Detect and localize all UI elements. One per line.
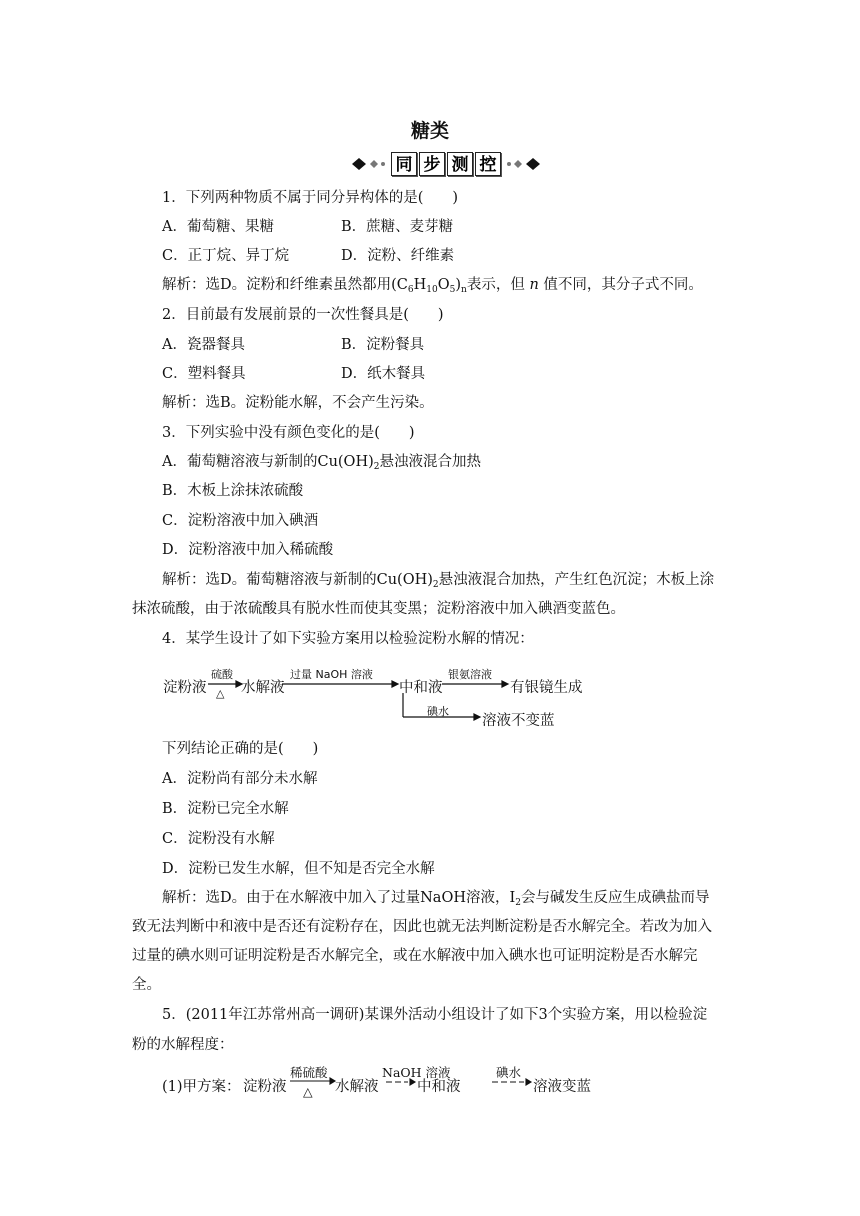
q1-analysis: 解析：选D。淀粉和纤维素虽然都用$(C_6H_{10}O_5)_n$表示，但 n 值不同，其分子式不同。 bbox=[162, 277, 703, 295]
banner-char: 同 bbox=[391, 152, 417, 176]
scheme-start: 淀粉液 bbox=[243, 1079, 287, 1095]
q2-option-b: B．淀粉餐具 bbox=[341, 337, 425, 353]
question-3-stem: 3．下列实验中没有颜色变化的是( ) bbox=[162, 425, 415, 441]
q4-analysis-line-3: 过量的碘水则可证明淀粉是否水解完全，或在水解液中加入碘水也可证明淀粉是否水解完 bbox=[132, 948, 698, 964]
flow-reagent-4: 碘水 bbox=[427, 705, 449, 718]
scheme-reagent-1: 稀硫酸 bbox=[290, 1065, 328, 1080]
q4-option-d: D．淀粉已发生水解，但不知是否完全水解 bbox=[162, 861, 435, 877]
banner-char: 控 bbox=[475, 152, 501, 176]
flow-reagent-1: 硫酸 bbox=[211, 668, 233, 681]
page-title: 糖类 bbox=[410, 120, 449, 142]
q2-option-c: C．塑料餐具 bbox=[162, 366, 246, 382]
q4-analysis-line-1: 解析：选D。由于在水解液中加入了过量NaOH溶液，$I_2$会与碱发生反应生成碘盐而导 bbox=[162, 890, 710, 908]
question-2-stem: 2．目前最有发展前景的一次性餐具是( ) bbox=[162, 307, 444, 323]
q2-option-d: D．纸木餐具 bbox=[341, 366, 426, 382]
scheme-result: 溶液变蓝 bbox=[533, 1079, 591, 1095]
q3-analysis-line-2: 抹浓硫酸，由于浓硫酸具有脱水性而使其变黑；淀粉溶液中加入碘酒变蓝色。 bbox=[132, 601, 625, 617]
banner-char: 测 bbox=[447, 152, 473, 176]
q3-option-c: C．淀粉溶液中加入碘酒 bbox=[162, 513, 319, 529]
flow-reagent-3: 银氨溶液 bbox=[448, 668, 492, 681]
flow-start: 淀粉液 bbox=[163, 680, 207, 696]
q4-analysis-line-4: 全。 bbox=[132, 977, 161, 993]
q1-option-d: D．淀粉、纤维素 bbox=[341, 248, 455, 264]
question-5-stem-line-1: 5．(2011年江苏常州高一调研)某课外活动小组设计了如下3个实验方案，用以检验淀 bbox=[162, 1007, 708, 1023]
flow-result-2: 溶液不变蓝 bbox=[482, 713, 555, 729]
flow-neutral: 中和液 bbox=[399, 680, 443, 696]
q3-analysis-line-1: 解析：选D。葡萄糖溶液与新制的$Cu(OH)_2$悬浊液混合加热，产生红色沉淀；木板上涂 bbox=[162, 572, 715, 590]
scheme-neutral: 中和液 bbox=[417, 1079, 461, 1095]
flow-result-1: 有银镜生成 bbox=[510, 680, 583, 696]
q3-option-d: D．淀粉溶液中加入稀硫酸 bbox=[162, 542, 334, 558]
scheme-hydrolysate: 水解液 bbox=[335, 1079, 379, 1095]
q4-option-c: C．淀粉没有水解 bbox=[162, 831, 275, 847]
question-4-stem: 4．某学生设计了如下实验方案用以检验淀粉水解的情况： bbox=[162, 631, 534, 647]
q2-option-a: A．瓷器餐具 bbox=[162, 337, 245, 353]
scheme-condition-1: △ bbox=[303, 1084, 313, 1099]
q1-option-c: C．正丁烷、异丁烷 bbox=[162, 248, 290, 264]
q4-analysis-line-2: 致无法判断中和液中是否还有淀粉存在，因此也就无法判断淀粉是否水解完全。若改为加入 bbox=[132, 919, 712, 935]
q1-option-b: B．蔗糖、麦芽糖 bbox=[341, 219, 454, 235]
question-5-stem-line-2: 粉的水解程度： bbox=[132, 1037, 234, 1053]
scheme-label: (1)甲方案： bbox=[162, 1079, 241, 1095]
banner-char: 步 bbox=[419, 152, 445, 176]
q3-option-a: A．葡萄糖溶液与新制的$Cu(OH)_2$悬浊液混合加热 bbox=[162, 454, 481, 472]
q2-analysis: 解析：选B。淀粉能水解，不会产生污染。 bbox=[162, 395, 434, 411]
scheme-reagent-3: 碘水 bbox=[496, 1065, 522, 1080]
scheme-reagent-2: NaOH 溶液 bbox=[382, 1065, 451, 1080]
q1-option-a: A．葡萄糖、果糖 bbox=[162, 219, 274, 235]
flow-condition-1: △ bbox=[216, 687, 225, 700]
q4-option-b: B．淀粉已完全水解 bbox=[162, 801, 289, 817]
q3-option-b: B．木板上涂抹浓硫酸 bbox=[162, 483, 304, 499]
q4-option-a: A．淀粉尚有部分未水解 bbox=[162, 771, 318, 787]
q4-prompt: 下列结论正确的是( ) bbox=[162, 741, 319, 757]
flow-hydrolysate: 水解液 bbox=[241, 680, 285, 696]
question-1-stem: 1．下列两种物质不属于同分异构体的是( ) bbox=[162, 190, 459, 206]
flow-reagent-2: 过量 NaOH 溶液 bbox=[290, 668, 373, 681]
